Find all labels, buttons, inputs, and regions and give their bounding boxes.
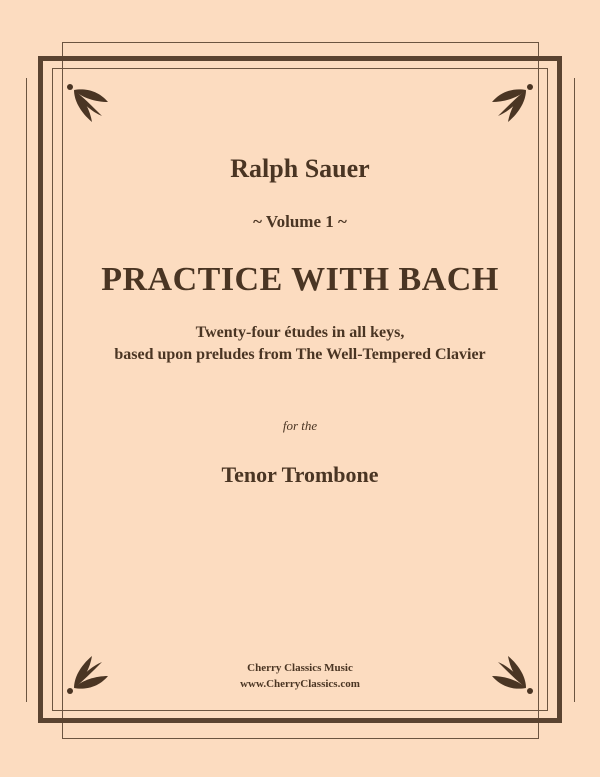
book-subtitle — [0, 322, 600, 366]
instrument-name: Tenor Trombone — [221, 462, 379, 487]
subtitle-line-2: based upon preludes from The Well-Tempered Clavier — [114, 346, 486, 363]
book-title: PRACTICE WITH BACH — [101, 261, 499, 298]
volume-label: ~ Volume 1 ~ — [253, 212, 347, 231]
publisher-block — [0, 660, 600, 692]
publisher-url: www.CherryClassics.com — [240, 678, 360, 690]
author-name: Ralph Sauer — [230, 154, 370, 183]
subtitle-line-1: Twenty-four études in all keys, — [195, 324, 405, 341]
leaf-ornament-icon — [488, 80, 536, 128]
publisher-name: Cherry Classics Music — [247, 662, 353, 674]
for-label: for the — [282, 418, 318, 433]
leaf-ornament-icon — [64, 80, 112, 128]
